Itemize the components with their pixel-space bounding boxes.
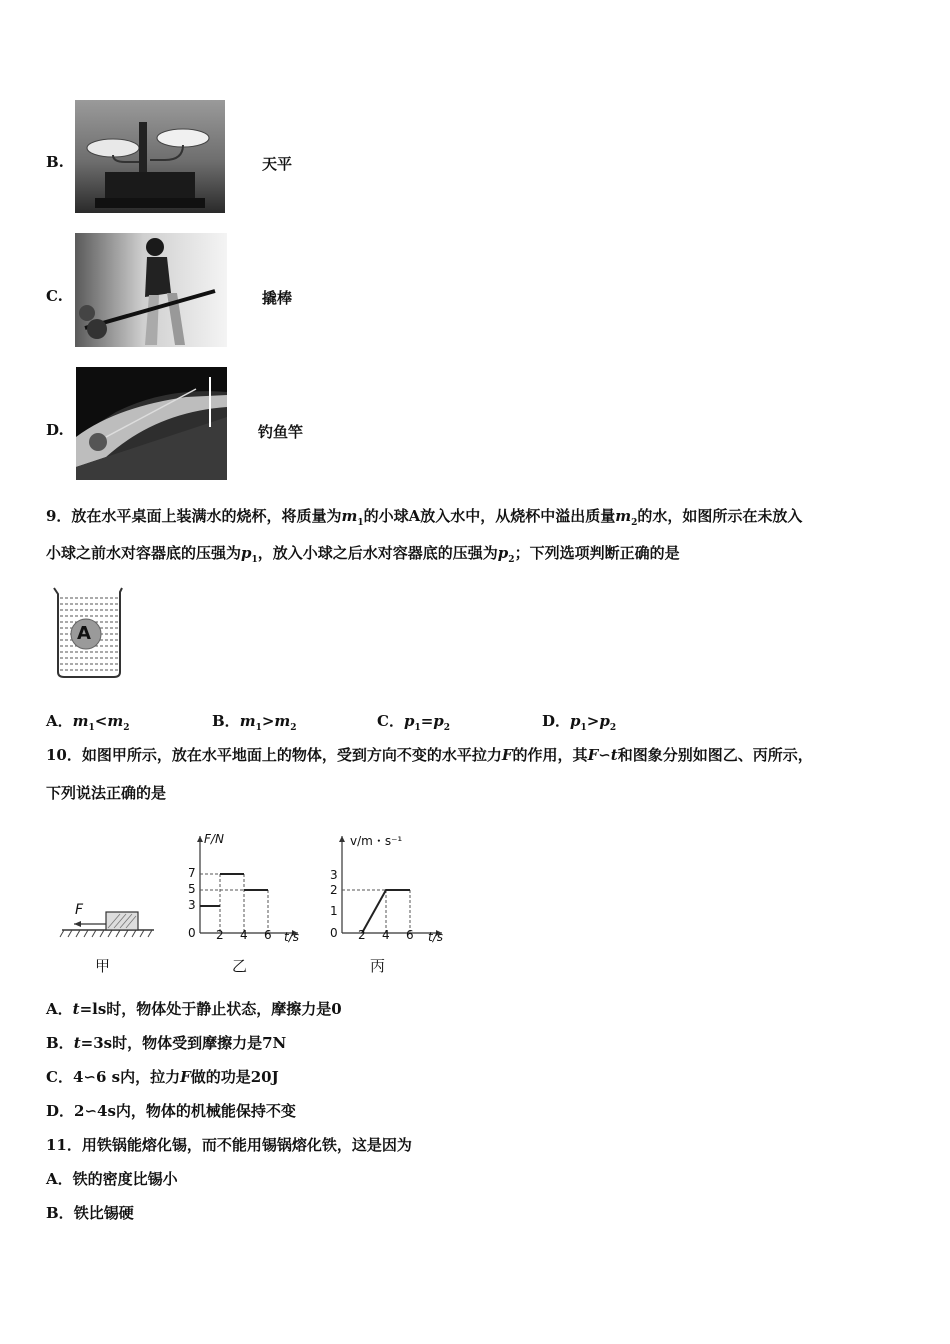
option-d-letter: D.: [46, 421, 64, 439]
option-d-label: 钓鱼竿: [258, 423, 304, 441]
q10-stem-line2: 下列说法正确的是: [46, 784, 167, 802]
figure-bing-xtick-2: 2: [358, 928, 366, 942]
figure-jia-force-label: F: [75, 902, 84, 918]
q10-choice-d[interactable]: D．2∽4s内，物体的机械能保持不变: [46, 1102, 296, 1120]
figure-yi-caption: 乙: [232, 957, 248, 975]
figure-yi-xlabel: t/s: [284, 930, 299, 944]
figure-yi-xtick-6: 6: [264, 928, 272, 942]
ball-a-label: A: [77, 623, 91, 644]
q11-choice-a[interactable]: A．铁的密度比锡小: [46, 1170, 178, 1188]
figure-bing-ytick-2: 2: [330, 883, 338, 897]
figure-yi-ytick-3: 3: [188, 898, 196, 912]
figure-yi-ytick-7: 7: [188, 866, 196, 880]
figure-bing-ytick-1: 1: [330, 904, 338, 918]
figure-bing-origin: 0: [330, 926, 338, 940]
q10-stem-line1: 10．如图甲所示，放在水平地面上的物体，受到方向不变的水平拉力F的作用，其F∽t和图象分别如图乙、丙所示，: [46, 746, 813, 764]
q9-choice-a[interactable]: A．$m_1<m_2$: [46, 712, 130, 733]
figure-jia-caption: 甲: [95, 957, 111, 975]
q9-stem-line1: 9．放在水平桌面上装满水的烧杯，将质量为$m_1$的小球A放入水中，从烧杯中溢出质量$m_2$的水，如图所示在未放入: [46, 507, 803, 528]
figure-bing-ytick-3: 3: [330, 868, 338, 882]
option-c-label: 撬棒: [262, 289, 293, 307]
option-b-label: 天平: [262, 155, 293, 173]
q9-choice-c[interactable]: C．$p_1=p_2$: [377, 712, 451, 733]
figure-yi-origin: 0: [188, 926, 196, 940]
figure-jia: [58, 900, 158, 976]
figure-bing-caption: 丙: [370, 957, 386, 975]
option-b-letter: B.: [46, 153, 64, 171]
q11-stem: 11．用铁锅能熔化锡，而不能用锡锅熔化铁，这是因为: [46, 1136, 412, 1154]
figure-yi: [180, 828, 312, 976]
q9-choice-b[interactable]: B．$m_1>m_2$: [212, 712, 297, 733]
option-c-letter: C.: [46, 287, 63, 305]
figure-yi-ytick-5: 5: [188, 882, 196, 896]
figure-yi-xtick-2: 2: [216, 928, 224, 942]
figure-bing-xlabel: t/s: [428, 930, 443, 944]
q10-choice-a[interactable]: A．t=ls时，物体处于静止状态，摩擦力是0: [46, 1000, 342, 1018]
figure-yi-ylabel: F/N: [204, 832, 224, 846]
q9-stem-line2: 小球之前水对容器底的压强为$p_1$，放入小球之后水对容器底的压强为$p_2$；下列选项判断正确的是: [46, 544, 680, 565]
figure-bing-xtick-4: 4: [382, 928, 390, 942]
figure-bing: [322, 828, 457, 976]
q9-choice-d[interactable]: D．$p_1>p_2$: [542, 712, 617, 733]
balance-scale-photo: [75, 100, 225, 213]
q10-choice-b[interactable]: B．t=3s时，物体受到摩擦力是7N: [46, 1034, 287, 1052]
figure-jia-svg: [58, 900, 158, 940]
crowbar-photo: [75, 233, 227, 347]
figure-yi-xtick-4: 4: [240, 928, 248, 942]
beaker-figure: [52, 586, 124, 680]
figure-bing-ylabel: v/m・s⁻¹: [350, 834, 403, 848]
q10-choice-c[interactable]: C．4∽6 s内，拉力F做的功是20J: [46, 1068, 279, 1086]
fishing-rod-photo: [76, 367, 227, 480]
q11-choice-b[interactable]: B．铁比锡硬: [46, 1204, 134, 1222]
figure-bing-xtick-6: 6: [406, 928, 414, 942]
